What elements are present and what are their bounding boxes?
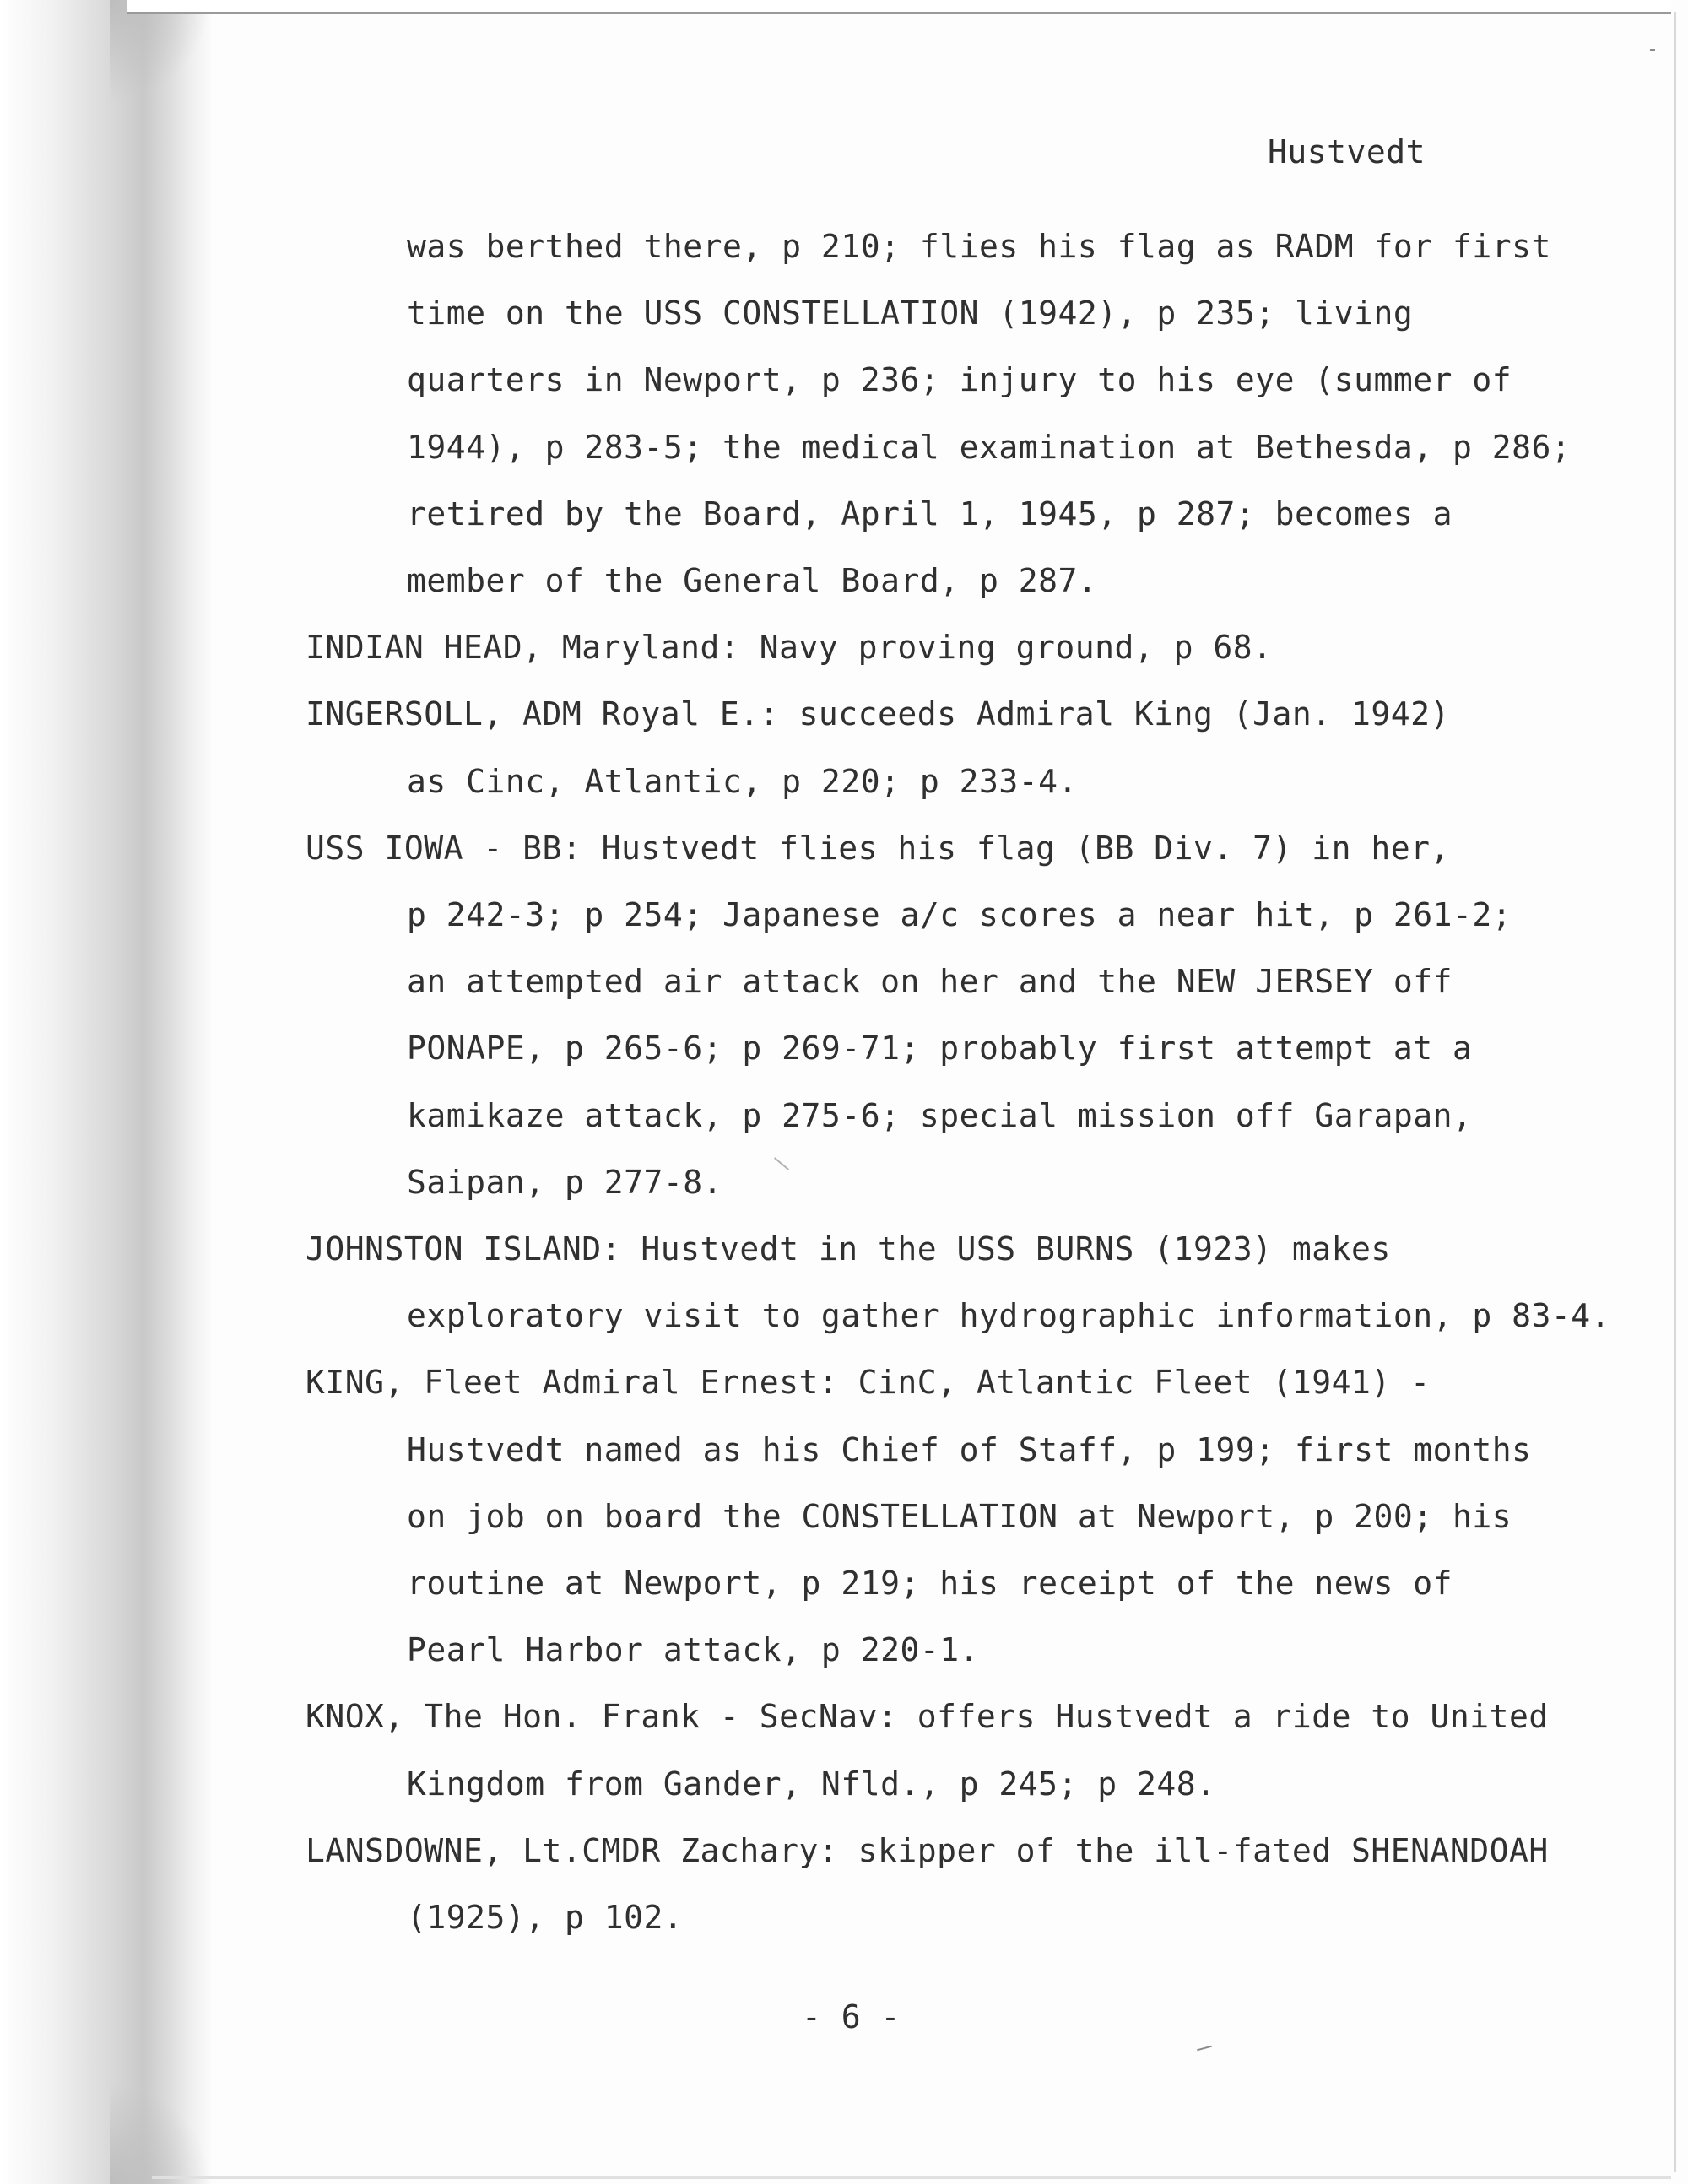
scan-speck xyxy=(1650,49,1655,51)
index-continuation-line: PONAPE, p 265-6; p 269-71; probably first attempt at a xyxy=(407,1030,1473,1068)
scan-speck xyxy=(1197,2046,1212,2052)
index-continuation-line: Kingdom from Gander, Nfld., p 245; p 248. xyxy=(407,1765,1216,1803)
index-entry-line: KING, Fleet Admiral Ernest: CinC, Atlantic Fleet (1941) - xyxy=(306,1364,1431,1402)
index-continuation-line: 1944), p 283-5; the medical examination at Bethesda, p 286; xyxy=(407,428,1572,466)
index-continuation-line: time on the USS CONSTELLATION (1942), p 235; living xyxy=(407,295,1414,332)
page-header: Hustvedt xyxy=(1268,133,1426,170)
page-right-edge xyxy=(1674,12,1676,2172)
index-continuation-line: routine at Newport, p 219; his receipt of the news of xyxy=(407,1565,1453,1602)
index-continuation-line: p 242-3; p 254; Japanese a/c scores a near hit, p 261-2; xyxy=(407,896,1512,933)
index-entry-line: USS IOWA - BB: Hustvedt flies his flag (BB Div. 7) in her, xyxy=(306,829,1450,867)
index-continuation-line: exploratory visit to gather hydrographic information, p 83-4. xyxy=(407,1297,1611,1335)
index-continuation-line: quarters in Newport, p 236; injury to his eye (summer of xyxy=(407,361,1512,399)
index-continuation-line: kamikaze attack, p 275-6; special mission off Garapan, xyxy=(407,1096,1473,1134)
index-continuation-line: (1925), p 102. xyxy=(407,1899,684,1936)
index-entry-line: JOHNSTON ISLAND: Hustvedt in the USS BURNS (1923) makes xyxy=(306,1230,1391,1268)
scan-speck xyxy=(774,1157,789,1170)
index-continuation-line: on job on board the CONSTELLATION at Newport, p 200; his xyxy=(407,1497,1512,1535)
page-bottom-edge xyxy=(152,2176,1671,2179)
page-top-edge xyxy=(127,0,1671,14)
index-continuation-line: Saipan, p 277-8. xyxy=(407,1163,723,1201)
index-continuation-line: member of the General Board, p 287. xyxy=(407,562,1098,599)
index-continuation-line: Hustvedt named as his Chief of Staff, p 199; first months xyxy=(407,1430,1532,1468)
index-continuation-line: Pearl Harbor attack, p 220-1. xyxy=(407,1631,979,1669)
index-continuation-line: was berthed there, p 210; flies his flag as RADM for first xyxy=(407,228,1551,265)
index-entry-line: INGERSOLL, ADM Royal E.: succeeds Admiral King (Jan. 1942) xyxy=(306,695,1450,733)
index-entry-line: LANSDOWNE, Lt.CMDR Zachary: skipper of the ill-fated SHENANDOAH xyxy=(306,1831,1549,1869)
page-number: - 6 - xyxy=(802,1998,901,2035)
index-continuation-line: an attempted air attack on her and the NEW JERSEY off xyxy=(407,963,1453,1001)
index-entry-line: KNOX, The Hon. Frank - SecNav: offers Hustvedt a ride to United xyxy=(306,1698,1549,1736)
binding-shadow xyxy=(0,0,211,2184)
index-entry-line: INDIAN HEAD, Maryland: Navy proving ground, p 68. xyxy=(306,629,1273,667)
index-continuation-line: as Cinc, Atlantic, p 220; p 233-4. xyxy=(407,762,1078,800)
index-continuation-line: retired by the Board, April 1, 1945, p 287; becomes a xyxy=(407,495,1453,532)
